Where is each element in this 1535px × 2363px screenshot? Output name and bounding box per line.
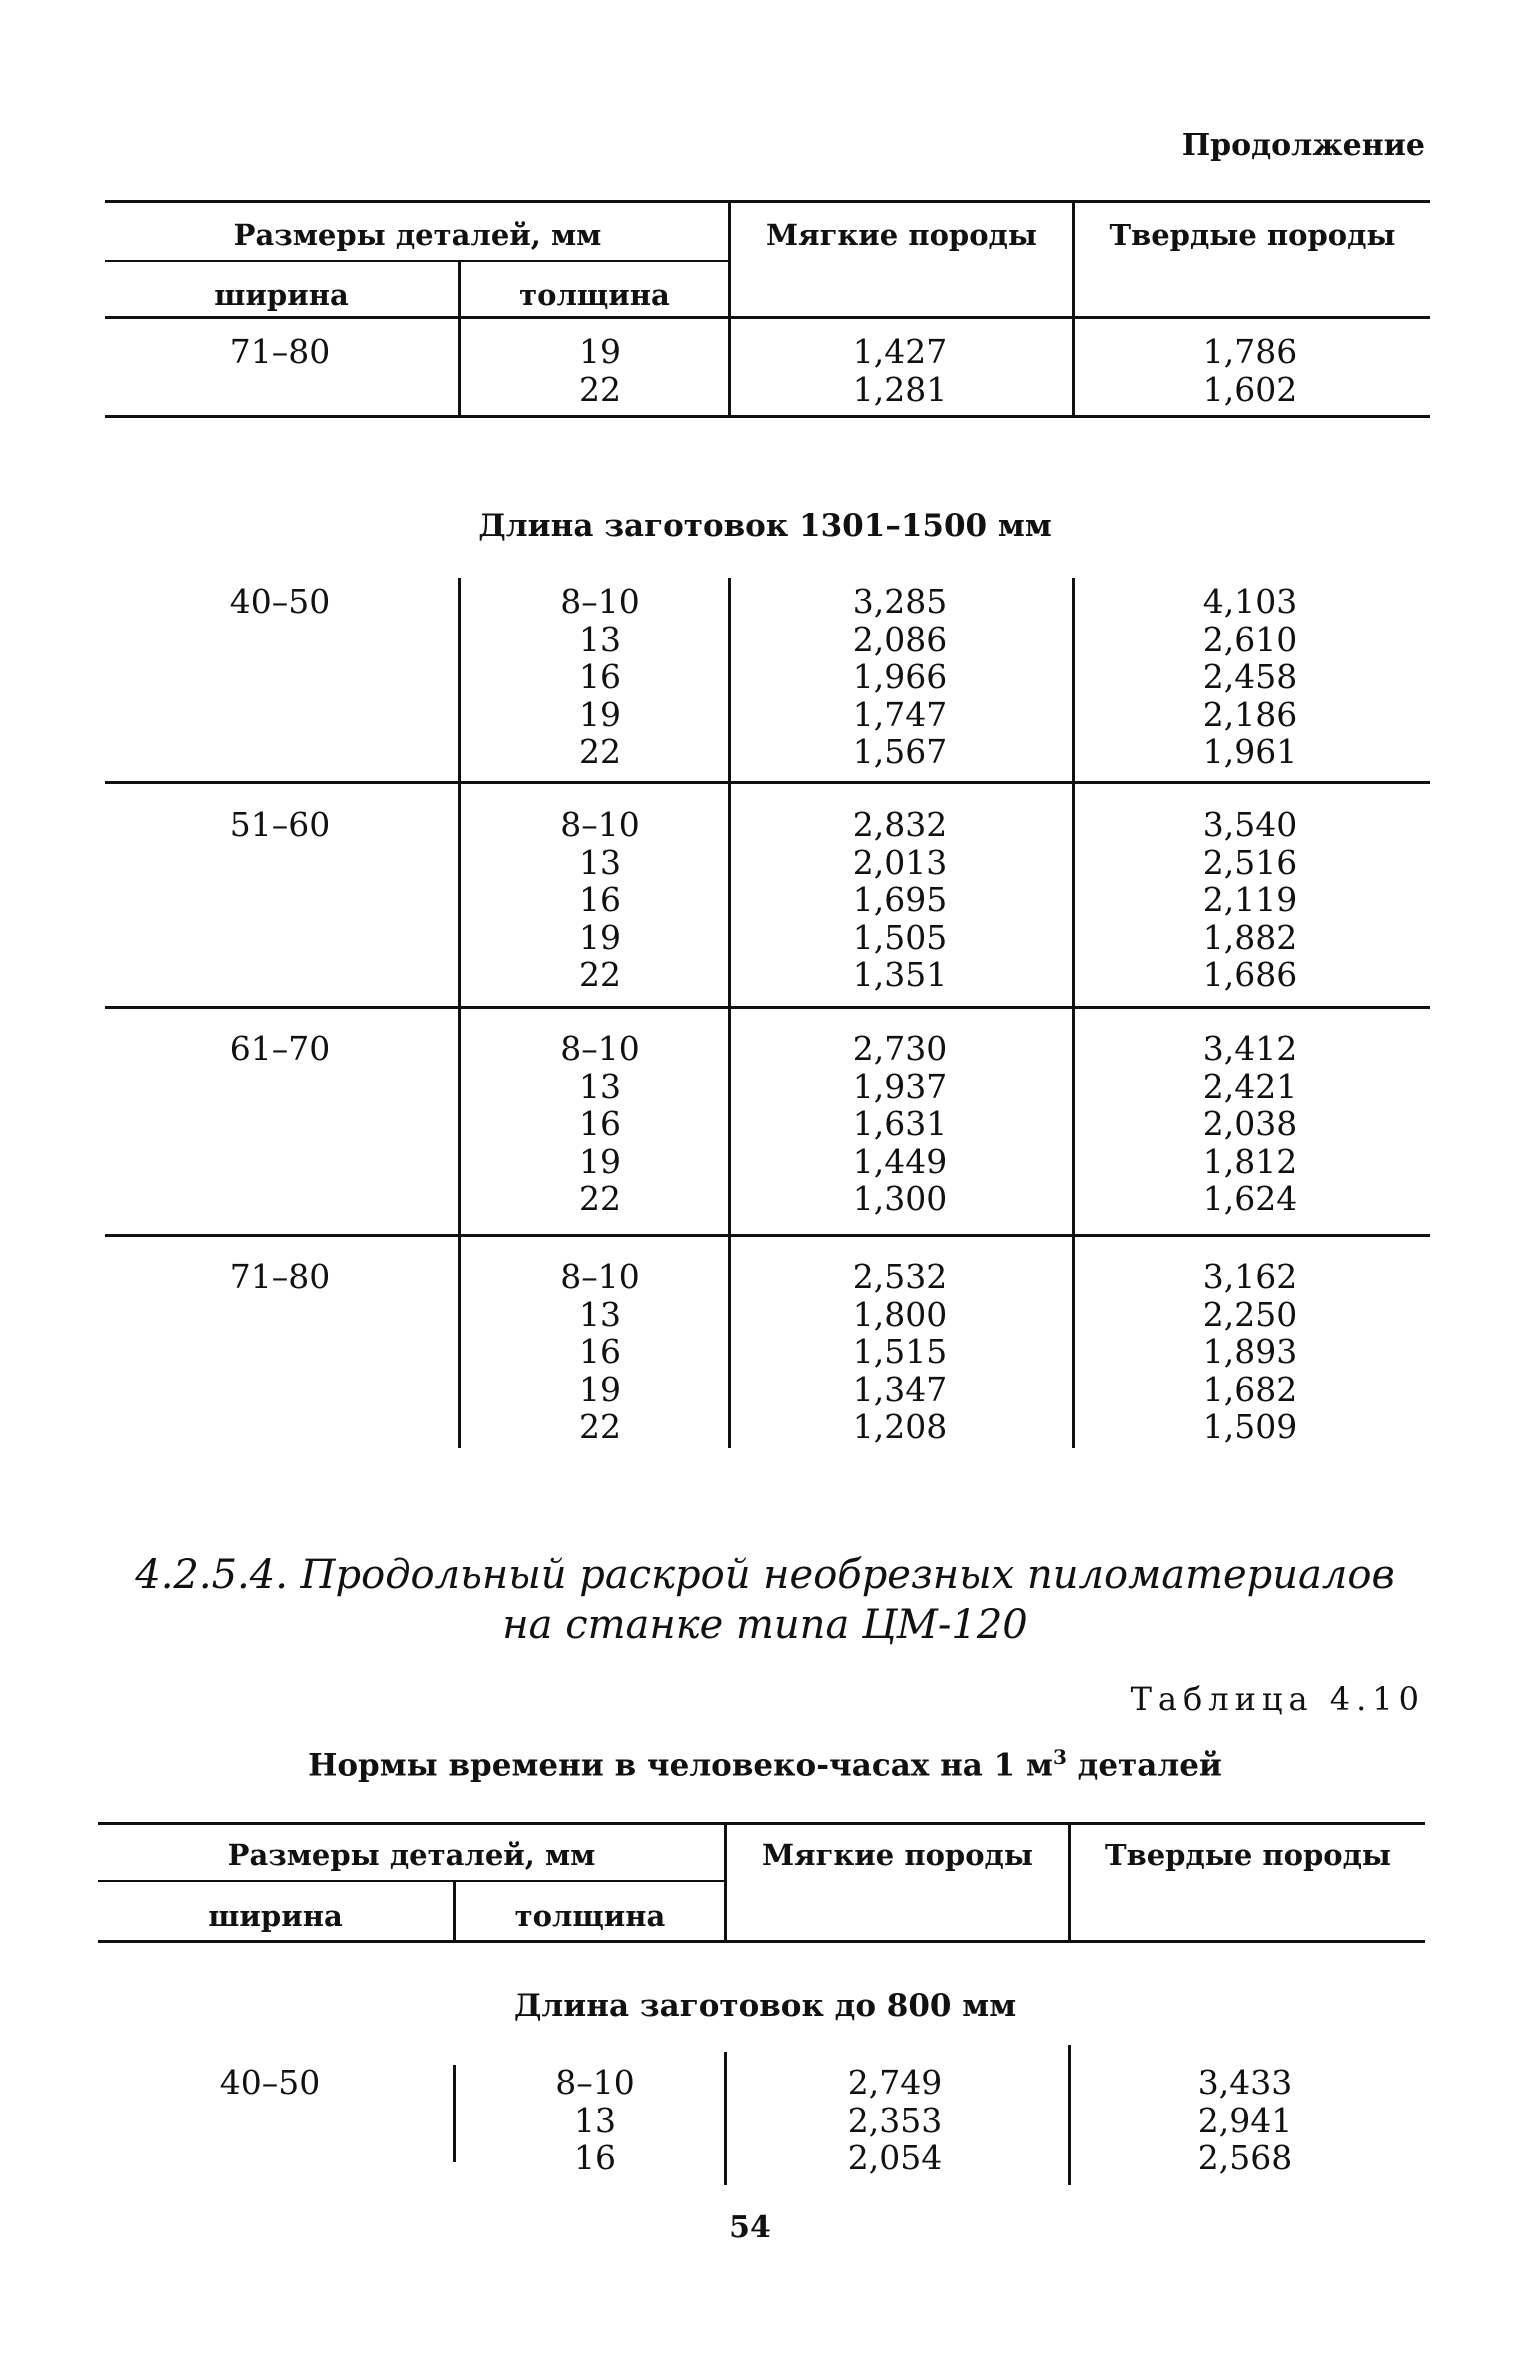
soft-cell: 3,285 2,086 1,966 1,747 1,567 [852, 582, 948, 771]
header-thickness: толщина [514, 1899, 666, 1933]
soft-cell: 2,749 2,353 2,054 [847, 2063, 943, 2177]
thickness-cell: 8–10 13 16 [555, 2063, 635, 2177]
group-divider-rule [105, 781, 1430, 784]
group-divider-rule [105, 1006, 1430, 1009]
thickness-cell: 8–10 13 16 19 22 [560, 1029, 640, 1218]
header-thickness: толщина [519, 278, 670, 312]
width-cell: 51–60 [229, 805, 331, 844]
table1-top-divider-3 [1072, 319, 1075, 415]
header-hard: Твердые породы [1109, 218, 1396, 252]
thickness-cell: 8–10 13 16 19 22 [560, 1257, 640, 1446]
thickness-cell: 8–10 13 16 19 22 [560, 805, 640, 994]
table1-top-rule [105, 200, 1430, 203]
header-sizes: Размеры деталей, мм [227, 1838, 596, 1872]
section-heading-line2: на станке типа ЦМ-120 [502, 1602, 1028, 1648]
table1-top-divider-1 [458, 319, 461, 415]
caption-tail: деталей [1066, 1747, 1222, 1784]
hard-cell: 1,786 1,602 [1202, 332, 1298, 409]
thickness-cell: 19 22 [579, 332, 621, 409]
width-cell: 71–80 [229, 1257, 331, 1296]
table1-top-divider-2 [728, 319, 731, 415]
soft-cell: 2,832 2,013 1,695 1,505 1,351 [852, 805, 948, 994]
header-sizes: Размеры деталей, мм [233, 218, 602, 252]
hard-cell: 3,540 2,516 2,119 1,882 1,686 [1202, 805, 1298, 994]
header-width: ширина [214, 278, 349, 312]
hard-cell: 3,162 2,250 1,893 1,682 1,509 [1202, 1257, 1298, 1446]
page-number: 54 [729, 2210, 771, 2245]
width-cell: 40–50 [219, 2063, 321, 2102]
table1-sub-rule [105, 260, 730, 262]
section-length-1301-1500: Длина заготовок 1301–1500 мм [478, 508, 1052, 544]
header-soft: Мягкие породы [766, 218, 1037, 252]
section-heading-line1: 4.2.5.4. Продольный раскрой необрезных пиломатериалов [135, 1552, 1395, 1598]
hard-cell: 3,433 2,941 2,568 [1197, 2063, 1293, 2177]
group-divider-rule [105, 1234, 1430, 1237]
table2-body-divider-3 [1068, 2045, 1071, 2185]
table1-body-divider-1 [458, 578, 461, 1448]
header-soft: Мягкие породы [762, 1838, 1033, 1872]
section-length-800: Длина заготовок до 800 мм [513, 1988, 1017, 2024]
width-cell: 40–50 [229, 582, 331, 621]
table1-top-bottom-rule [105, 415, 1430, 418]
thickness-cell: 8–10 13 16 19 22 [560, 582, 640, 771]
table-caption [100, 1745, 1430, 1783]
soft-cell: 2,730 1,937 1,631 1,449 1,300 [852, 1029, 948, 1218]
table-label: Таблица 4.10 [1130, 1680, 1425, 1718]
continuation-label: Продолжение [1181, 128, 1425, 163]
table2-body-divider-1 [453, 2065, 456, 2162]
caption-superscript: 3 [1052, 1745, 1067, 1769]
table2-body-divider-2 [724, 2052, 727, 2185]
caption-text: Нормы времени в человеко-часах на 1 м [308, 1747, 1053, 1784]
soft-cell: 1,427 1,281 [852, 332, 948, 409]
soft-cell: 2,532 1,800 1,515 1,347 1,208 [852, 1257, 948, 1446]
table1-header-bottom-rule [105, 316, 1430, 319]
header-width: ширина [208, 1899, 343, 1933]
width-cell: 71–80 [229, 332, 331, 371]
header-hard: Твердые породы [1105, 1838, 1391, 1872]
width-cell: 61–70 [229, 1029, 331, 1068]
table2-header-bottom-rule [98, 1940, 1425, 1943]
table2-top-rule [98, 1822, 1425, 1825]
hard-cell: 3,412 2,421 2,038 1,812 1,624 [1202, 1029, 1298, 1218]
table1-body-divider-2 [728, 578, 731, 1448]
hard-cell: 4,103 2,610 2,458 2,186 1,961 [1202, 582, 1298, 771]
table1-body-divider-3 [1072, 578, 1075, 1448]
table2-sub-rule [98, 1880, 725, 1882]
